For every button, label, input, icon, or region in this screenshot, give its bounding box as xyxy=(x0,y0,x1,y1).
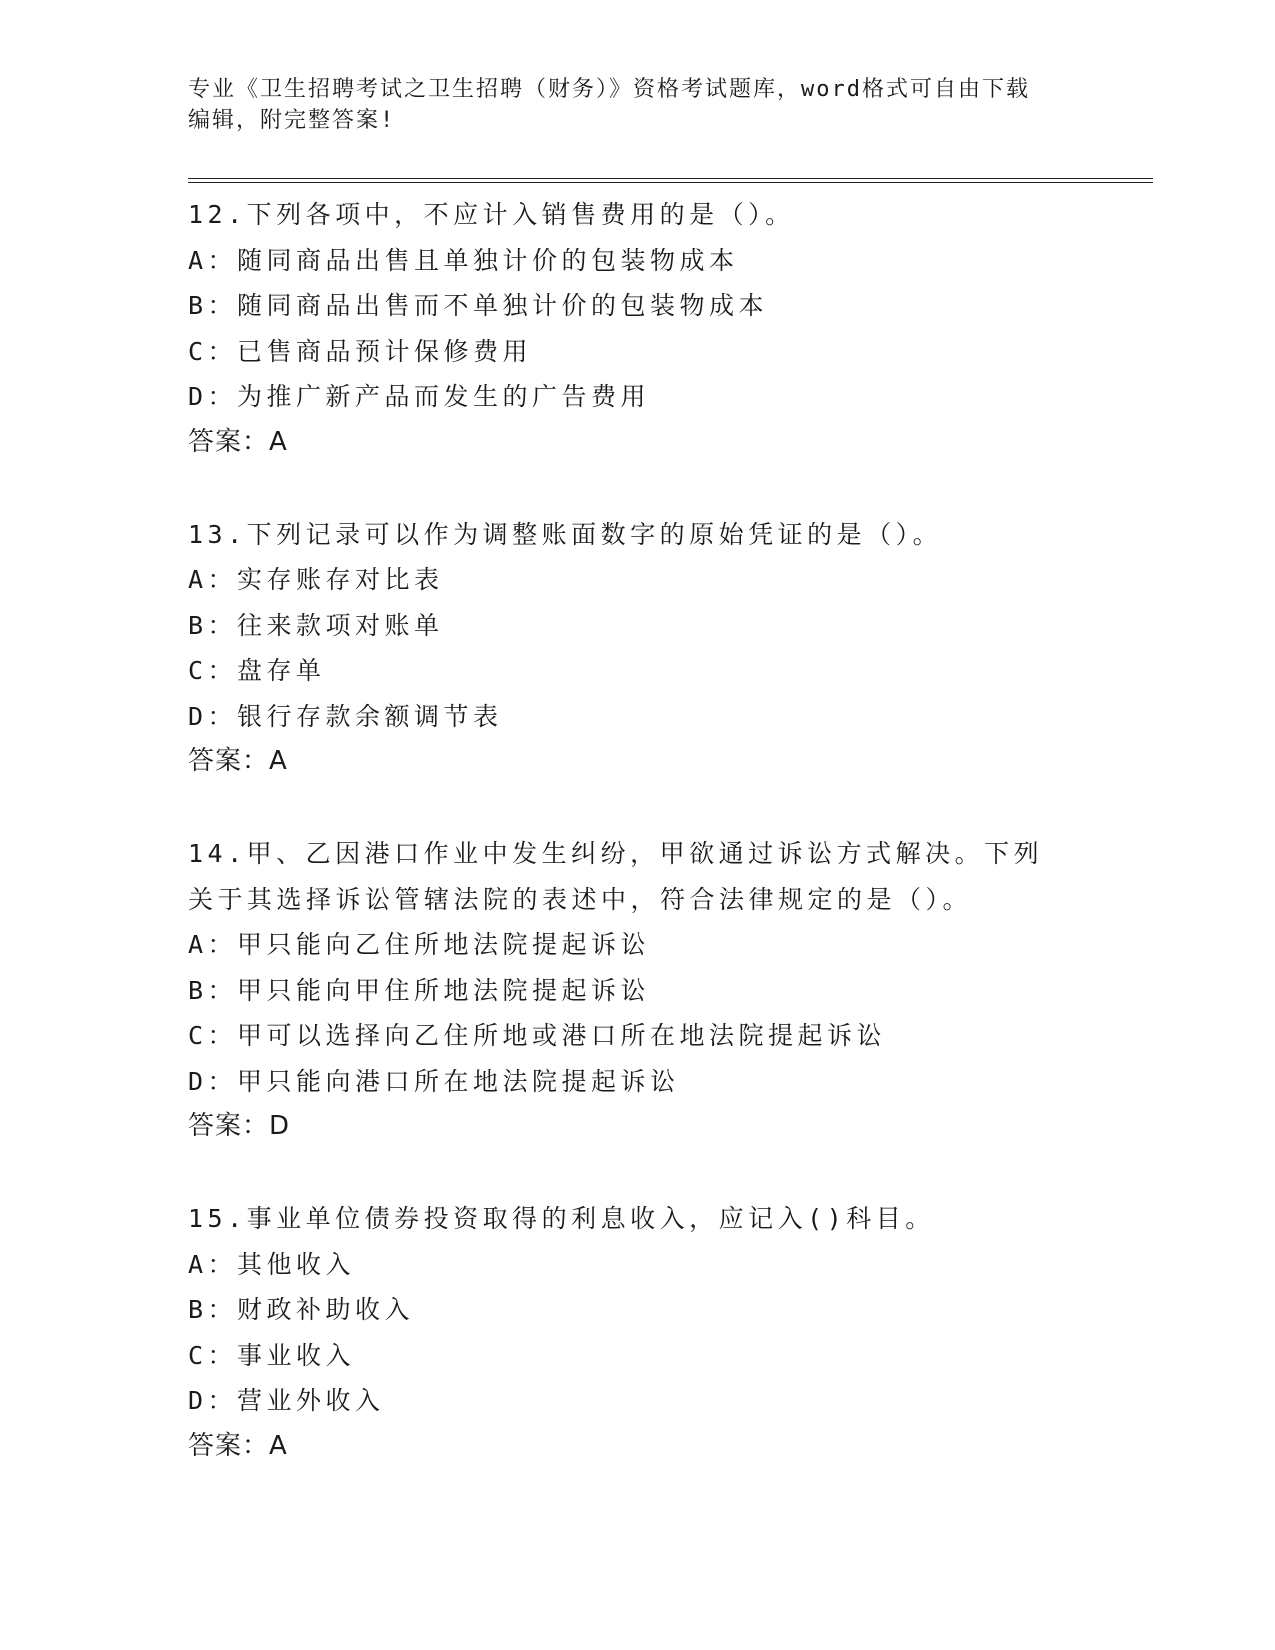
header-line-1: 专业《卫生招聘考试之卫生招聘（财务）》资格考试题库，word格式可自由下载 xyxy=(188,77,1030,102)
option-a: A：甲只能向乙住所地法院提起诉讼 xyxy=(188,930,651,959)
question-text: 15.事业单位债券投资取得的利息收入，应记入()科目。 xyxy=(188,1204,935,1233)
option-b: B：财政补助收入 xyxy=(188,1295,415,1324)
option-a: A：随同商品出售且单独计价的包装物成本 xyxy=(188,245,739,275)
answer: 答案：A xyxy=(188,746,288,776)
option-c: C：已售商品预计保修费用 xyxy=(188,336,533,366)
option-d: D：甲只能向港口所在地法院提起诉讼 xyxy=(188,1066,680,1096)
option-c: C：盘存单 xyxy=(188,656,326,685)
option-b: B：往来款项对账单 xyxy=(188,610,444,640)
question-15 xyxy=(188,1196,1068,1469)
question-text: 12.下列各项中，不应计入销售费用的是（）。 xyxy=(188,200,795,229)
question-list xyxy=(188,192,1068,1516)
question-14 xyxy=(188,831,1068,1149)
option-d: D：银行存款余额调节表 xyxy=(188,701,503,731)
option-a: A：其他收入 xyxy=(188,1249,356,1279)
option-b: B：随同商品出售而不单独计价的包装物成本 xyxy=(188,291,769,320)
option-a: A：实存账存对比表 xyxy=(188,565,444,594)
question-12 xyxy=(188,192,1068,465)
option-d: D：为推广新产品而发生的广告费用 xyxy=(188,382,651,411)
document-header xyxy=(188,74,1068,136)
question-text: 13.下列记录可以作为调整账面数字的原始凭证的是（）。 xyxy=(188,519,943,549)
option-c: C：事业收入 xyxy=(188,1340,356,1370)
option-b: B：甲只能向甲住所地法院提起诉讼 xyxy=(188,975,651,1005)
option-c: C：甲可以选择向乙住所地或港口所在地法院提起诉讼 xyxy=(188,1021,887,1050)
answer: 答案：A xyxy=(188,1430,288,1461)
answer: 答案：A xyxy=(188,426,288,457)
header-line-2: 编辑，附完整答案! xyxy=(188,108,396,133)
option-d: D：营业外收入 xyxy=(188,1386,385,1415)
header-divider xyxy=(188,178,1153,183)
question-text: 14.甲、乙因港口作业中发生纠纷，甲欲通过诉讼方式解决。下列关于其选择诉讼管辖法院的表述中，符合法律规定的是（）。 xyxy=(188,839,1044,914)
answer: 答案：D xyxy=(188,1111,291,1141)
question-13 xyxy=(188,512,1068,785)
